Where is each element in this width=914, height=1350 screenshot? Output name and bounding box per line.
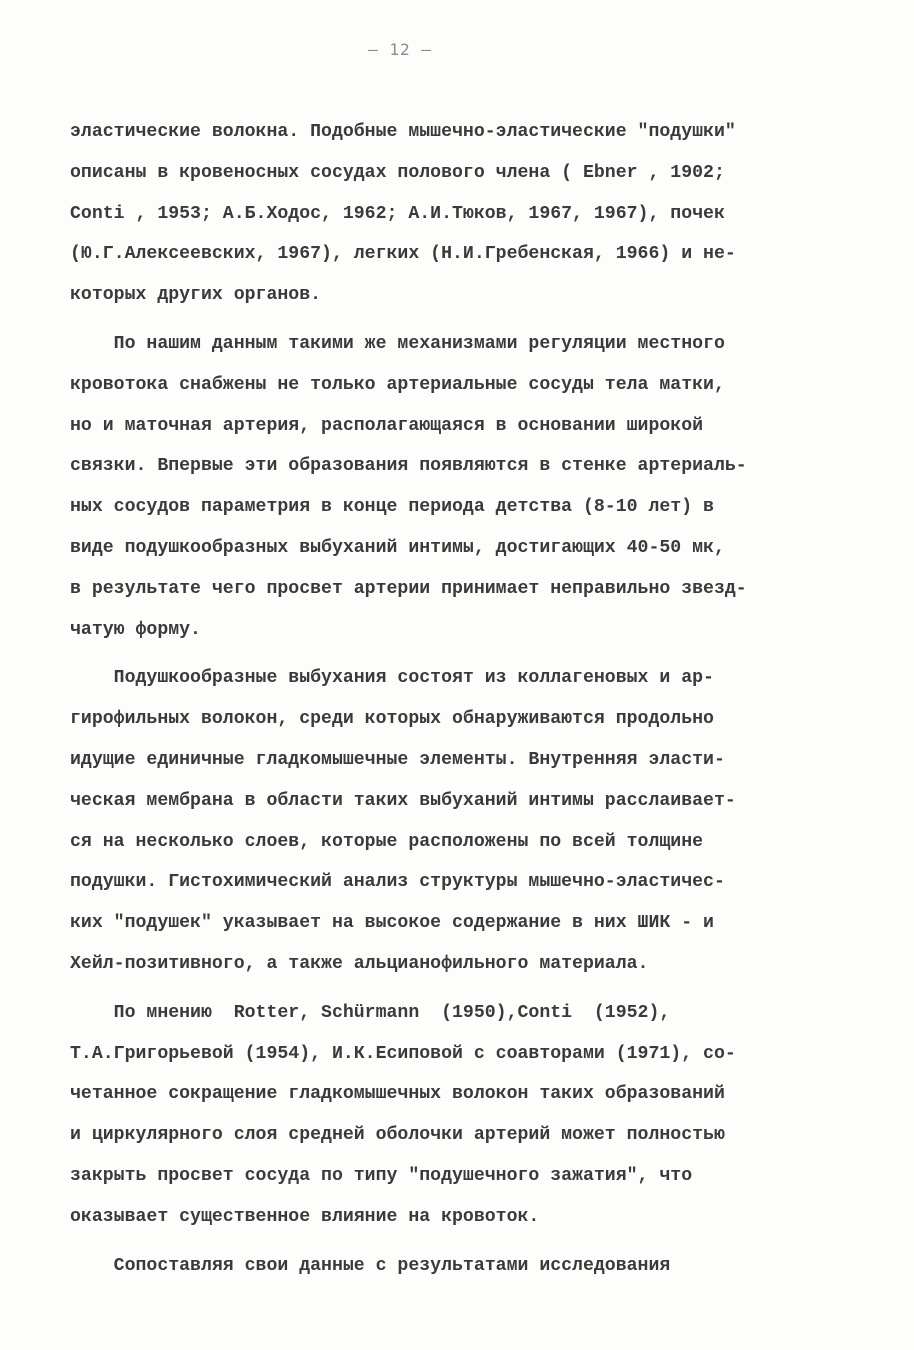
text-line: Сопоставляя свои данные с результатами исследования <box>70 1255 671 1276</box>
paragraph <box>70 324 850 650</box>
text-line: кровотока снабжены не только артериальные сосуды тела матки, <box>70 374 725 395</box>
text-line: идущие единичные гладкомышечные элементы. Внутренняя эласти- <box>70 749 725 770</box>
text-line: виде подушкообразных выбуханий интимы, достигающих 40-50 мк, <box>70 537 725 558</box>
text-line: и циркулярного слоя средней оболочки артерий может полностью <box>70 1125 725 1146</box>
paragraph <box>70 993 850 1238</box>
text-line: связки. Впервые эти образования появляются в стенке артериаль- <box>70 456 747 477</box>
text-line: в результате чего просвет артерии принимает неправильно звезд- <box>70 578 747 599</box>
text-line: подушки. Гистохимический анализ структуры мышечно-эластичес- <box>70 872 725 893</box>
text-line: Хейл-позитивного, а также альцианофильного материала. <box>70 953 649 974</box>
text-line: Conti , 1953; А.Б.Ходос, 1962; А.И.Тюков, 1967, 1967), почек <box>70 203 725 224</box>
paragraph <box>70 658 850 984</box>
text-line: которых других органов. <box>70 285 322 306</box>
text-line: Т.А.Григорьевой (1954), И.К.Есиповой с соавторами (1971), со- <box>70 1043 736 1064</box>
text-line: ких "подушек" указывает на высокое содержание в них ШИК - и <box>70 913 714 934</box>
text-line: чатую форму. <box>70 619 201 640</box>
text-line: По нашим данным такими же механизмами регуляции местного <box>70 333 725 354</box>
text-line: ся на несколько слоев, которые расположены по всей толщине <box>70 831 704 852</box>
text-line: гирофильных волокон, среди которых обнаруживаются продольно <box>70 709 714 730</box>
text-line: По мнению Rotter, Schürmann (1950),Conti (1952), <box>70 1002 671 1023</box>
text-line: ческая мембрана в области таких выбуханий интимы расслаивает- <box>70 790 736 811</box>
paragraph <box>70 1246 850 1287</box>
text-line: оказывает существенное влияние на кровоток. <box>70 1206 540 1227</box>
paragraph <box>70 112 850 316</box>
text-line: четанное сокращение гладкомышечных волокон таких образований <box>70 1084 725 1105</box>
text-line: ных сосудов параметрия в конце периода детства (8-10 лет) в <box>70 497 714 518</box>
text-line: закрыть просвет сосуда по типу "подушечного зажатия", что <box>70 1165 693 1186</box>
text-line: эластические волокна. Подобные мышечно-эластические "подушки" <box>70 122 736 142</box>
page-number: – 12 – <box>368 40 432 59</box>
body-text <box>70 112 850 1286</box>
text-line: описаны в кровеносных сосудах полового члена ( Ebner , 1902; <box>70 162 725 183</box>
text-line: (Ю.Г.Алексеевских, 1967), легких (Н.И.Гребенская, 1966) и не- <box>70 244 736 265</box>
text-line: Подушкообразные выбухания состоят из коллагеновых и ар- <box>70 668 714 689</box>
text-line: но и маточная артерия, располагающаяся в основании широкой <box>70 415 704 436</box>
